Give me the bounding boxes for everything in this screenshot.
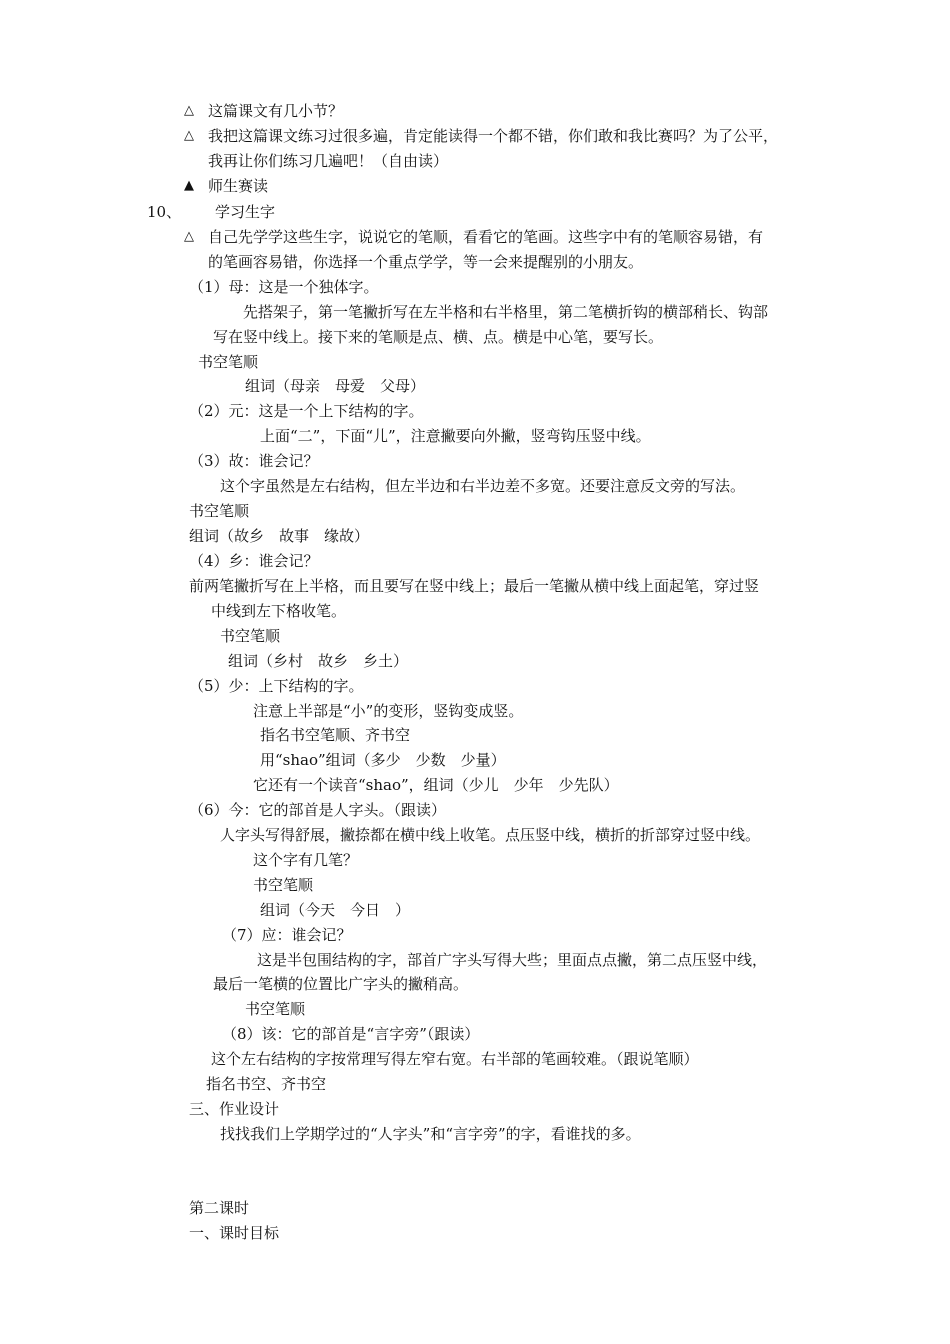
item-words: 组词（故乡 故事 缘故） (189, 527, 370, 545)
step-heading: 学习生字 (215, 203, 276, 221)
open-triangle-icon: △ (184, 103, 194, 118)
item-text: 这个字虽然是左右结构，但左半边和右半边差不多宽。还要注意反文旁的写法。 (220, 477, 746, 495)
filled-triangle-icon: ▲ (184, 178, 194, 193)
item-text: 先搭架子，第一笔撇折写在左半格和右半格里，第二笔横折钩的横部稍长、钩部 (243, 303, 769, 321)
item-note: 书空笔顺 (189, 502, 250, 520)
item-heading: （4）乡：谁会记？ (189, 552, 319, 570)
item-note: 书空笔顺 (245, 1000, 306, 1018)
section-heading: 三、作业设计 (189, 1100, 280, 1118)
item-heading: （7）应：谁会记？ (222, 926, 352, 944)
item-text: 人字头写得舒展，撇捺都在横中线上收笔。点压竖中线，横折的折部穿过竖中线。 (220, 826, 761, 844)
item-words: 组词（母亲 母爱 父母） (245, 377, 426, 395)
open-triangle-icon: △ (184, 128, 194, 143)
bullet-paragraph: 自己先学学这些生字，说说它的笔顺，看看它的笔画。这些字中有的笔顺容易错，有 (208, 228, 764, 246)
section-heading: 一、课时目标 (189, 1224, 280, 1242)
item-heading: （5）少：上下结构的字。 (189, 677, 364, 695)
bullet-activity: 师生赛读 (208, 177, 269, 195)
item-heading: （1）母：这是一个独体字。 (189, 278, 379, 296)
item-note: 书空笔顺 (220, 627, 281, 645)
item-text-cont: 中线到左下格收笔。 (211, 602, 347, 620)
item-words: 用“shao”组词（多少 少数 少量） (260, 751, 506, 769)
item-text: 上面“二”，下面“儿”，注意撇要向外撇，竖弯钩压竖中线。 (260, 427, 651, 445)
item-words: 组词（今天 今日 ） (260, 901, 411, 919)
open-triangle-icon: △ (184, 229, 194, 244)
item-text: 这是半包围结构的字，部首广字头写得大些；里面点点撇，第二点压竖中线， (257, 951, 768, 969)
item-text: 这个左右结构的字按常理写得左窄右宽。右半部的笔画较难。（跟说笔顺） (211, 1050, 699, 1068)
item-text: 前两笔撇折写在上半格，而且要写在竖中线上；最后一笔撇从横中线上面起笔，穿过竖 (189, 577, 760, 595)
section-text: 找找我们上学期学过的“人字头”和“言字旁”的字，看谁找的多。 (220, 1125, 641, 1143)
item-heading: （3）故：谁会记？ (189, 452, 319, 470)
item-words: 它还有一个读音“shao”，组词（少儿 少年 少先队） (253, 776, 619, 794)
bullet-question: 这篇课文有几小节？ (208, 102, 344, 120)
item-heading: （8）该：它的部首是“言字旁”（跟读） (222, 1025, 480, 1043)
bullet-paragraph: 我把这篇课文练习过很多遍，肯定能读得一个都不错，你们敢和我比赛吗？为了公平， (208, 127, 779, 145)
item-question: 这个字有几笔？ (253, 851, 359, 869)
item-words: 组词（乡村 故乡 乡土） (228, 652, 409, 670)
item-note: 书空笔顺 (198, 353, 259, 371)
item-heading: （2）元：这是一个上下结构的字。 (189, 402, 424, 420)
item-text: 注意上半部是“小”的变形，竖钩变成竖。 (253, 702, 524, 720)
item-text-cont: 最后一笔横的位置比广字头的撇稍高。 (213, 975, 469, 993)
item-note: 书空笔顺 (253, 876, 314, 894)
bullet-paragraph-cont: 我再让你们练习几遍吧！（自由读） (208, 152, 449, 170)
item-note: 指名书空笔顺、齐书空 (260, 726, 411, 744)
step-number: 10、 (147, 203, 182, 221)
lesson-heading: 第二课时 (189, 1199, 250, 1217)
item-text-cont: 写在竖中线上。接下来的笔顺是点、横、点。横是中心笔，要写长。 (213, 328, 664, 346)
item-note: 指名书空、齐书空 (206, 1075, 327, 1093)
item-heading: （6）今：它的部首是人字头。（跟读） (189, 801, 447, 819)
bullet-paragraph-cont: 的笔画容易错，你选择一个重点学学，等一会来提醒别的小朋友。 (208, 253, 644, 271)
